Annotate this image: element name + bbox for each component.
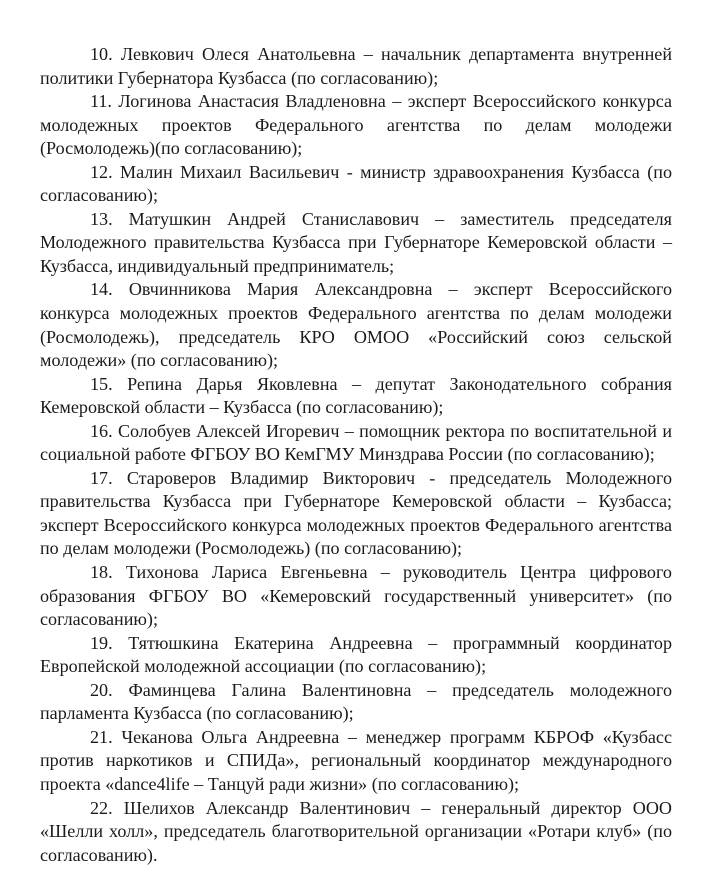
list-item — [40, 278, 672, 372]
item-text: Солобуев Алексей Игоревич – помощник ректора по воспитательной и социальной работе ФГБОУ ВО КемГМУ Минздрава России (по согласованию); — [40, 420, 673, 465]
item-text: Логинова Анастасия Владленовна – эксперт Всероссийского конкурса молодежных проектов Федерального агентства по делам молодежи (Росмолодежь)(по согласованию); — [40, 91, 673, 159]
list-item — [40, 797, 672, 868]
list-item — [40, 726, 672, 797]
list-item — [40, 373, 672, 420]
item-text: Репина Дарья Яковлевна – депутат Законодательного собрания Кемеровской области – Кузбасса (по согласованию); — [40, 373, 673, 418]
item-number: 12. — [90, 161, 113, 182]
document-page — [40, 43, 672, 867]
item-text: Малин Михаил Васильевич - министр здравоохранения Кузбасса (по согласованию); — [40, 161, 672, 206]
list-item — [40, 632, 672, 679]
item-text: Тятюшкина Екатерина Андреевна – программный координатор Европейской молодежной ассоциации (по согласованию); — [40, 632, 672, 677]
item-text: Шелихов Александр Валентинович – генеральный директор ООО «Шелли холл», председатель благотворительной организации «Ротари клуб» (по согласованию). — [40, 797, 672, 865]
item-number: 22. — [90, 797, 113, 818]
item-text: Овчинникова Мария Александровна – эксперт Всероссийского конкурса молодежных проектов Федерального агентства по делам молодежи (Росмолодежь), председатель КРО ОМОО «Российский союз сельской молодежи» (по согласованию); — [40, 279, 672, 371]
list-item — [40, 561, 672, 632]
item-number: 19. — [90, 632, 113, 653]
item-number: 10. — [90, 44, 113, 64]
item-number: 21. — [90, 726, 113, 747]
list-item — [40, 161, 672, 208]
list-item — [40, 43, 672, 90]
item-text: Фаминцева Галина Валентиновна – председатель молодежного парламента Кузбасса (по согласованию); — [40, 679, 672, 724]
item-text: Тихонова Лариса Евгеньевна – руководитель Центра цифрового образования ФГБОУ ВО «Кемеровский государственный университет» (по согласованию); — [40, 562, 672, 630]
list-item — [40, 90, 672, 161]
item-number: 16. — [90, 420, 113, 441]
list-item — [40, 208, 672, 279]
item-text: Матушкин Андрей Станиславович – заместитель председателя Молодежного правительства Кузбасса при Губернаторе Кемеровской области – Кузбасса, индивидуальный предприниматель; — [40, 208, 672, 276]
item-number: 17. — [90, 467, 113, 488]
item-text: Чеканова Ольга Андреевна – менеджер программ КБРОФ «Кузбасс против наркотиков и СПИДа», региональный координатор международного проекта «dance4life – Танцуй ради жизни» (по согласованию); — [40, 726, 672, 794]
item-number: 13. — [90, 208, 113, 229]
item-number: 20. — [90, 679, 113, 700]
item-number: 14. — [90, 279, 113, 300]
list-item — [40, 467, 672, 561]
list-item — [40, 679, 672, 726]
list-item — [40, 420, 672, 467]
item-text: Староверов Владимир Викторович - председатель Молодежного правительства Кузбасса при Губернаторе Кемеровской области – Кузбасса; эксперт Всероссийского конкурса молодежных проектов Федерального агентства по делам молодежи (Росмолодежь) (по согласованию); — [40, 467, 672, 559]
item-number: 18. — [90, 562, 113, 583]
item-number: 11. — [90, 91, 112, 112]
item-number: 15. — [90, 373, 113, 394]
item-text: Левкович Олеся Анатольевна – начальник департамента внутренней политики Губернатора Кузбасса (по согласованию); — [40, 44, 672, 88]
